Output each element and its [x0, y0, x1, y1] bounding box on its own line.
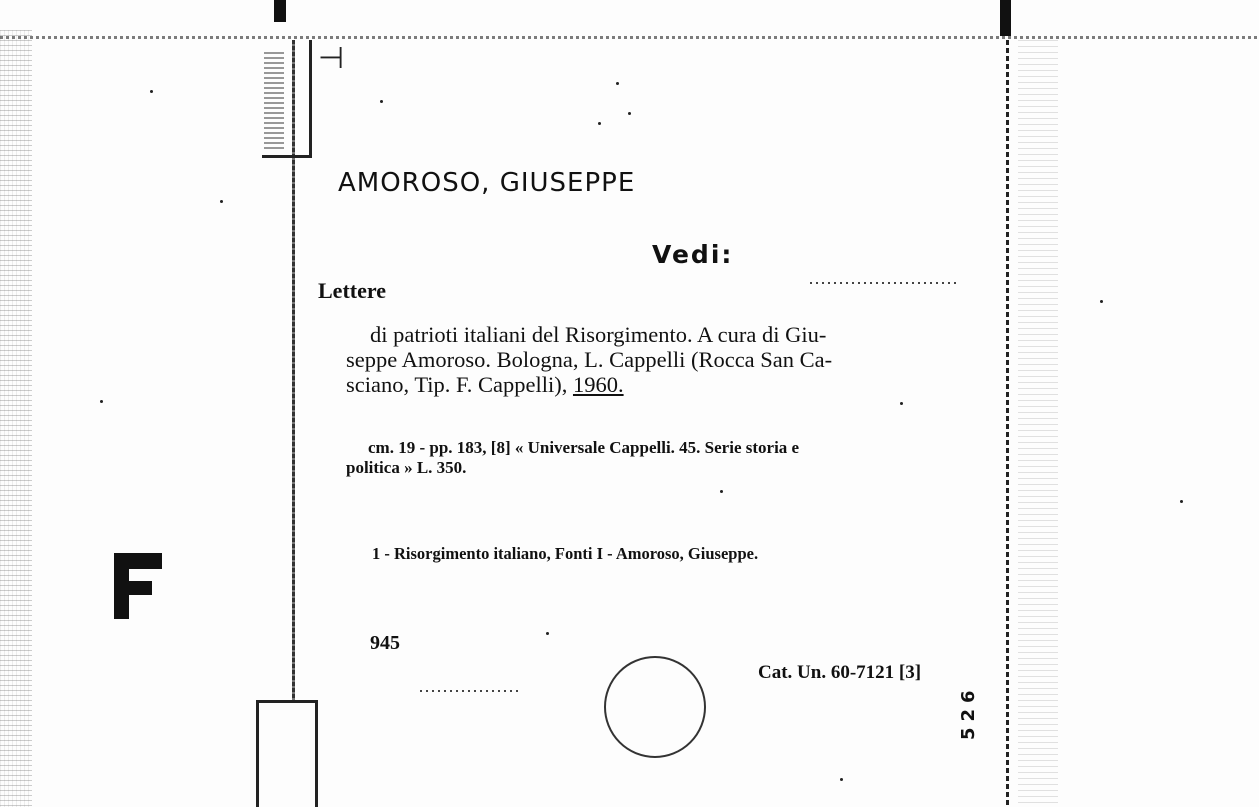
dotted-line — [810, 282, 960, 284]
side-letter-f — [114, 553, 162, 619]
speck — [616, 82, 619, 85]
top-rule — [0, 36, 1259, 39]
see-label: Vedi: — [652, 240, 734, 269]
vertical-number: 526 — [958, 684, 979, 740]
collation — [346, 438, 1006, 478]
publication-year: 1960. — [572, 372, 624, 397]
collation-line: politica » L. 350. — [346, 458, 467, 477]
description-line: seppe Amoroso. Bologna, L. Cappelli (Rocca San Ca- — [346, 347, 833, 372]
top-mark: ⊣ — [318, 41, 345, 76]
speck — [220, 200, 223, 203]
speck — [1180, 500, 1183, 503]
speck — [720, 490, 723, 493]
catalog-number: Cat. Un. 60-7121 [3] — [758, 662, 922, 683]
subject-headings: 1 - Risorgimento italiano, Fonti I - Amoroso, Giuseppe. — [372, 544, 759, 563]
speck — [598, 122, 601, 125]
dotted-line — [420, 690, 520, 692]
speck — [380, 100, 383, 103]
speck — [628, 112, 631, 115]
punch-hole-top-shading — [264, 52, 284, 150]
right-edge-noise — [1018, 40, 1058, 807]
circular-stamp — [604, 656, 706, 758]
collation-line: cm. 19 - pp. 183, [8] « Universale Cappelli. 45. Serie storia e — [368, 438, 800, 457]
entry-title: Lettere — [318, 278, 386, 303]
speck — [150, 90, 153, 93]
speck — [100, 400, 103, 403]
punch-hole-bottom — [256, 700, 318, 807]
description-line — [346, 372, 1006, 397]
card-right-border — [1006, 40, 1009, 807]
top-left-bar — [274, 0, 286, 22]
speck — [546, 632, 549, 635]
speck — [900, 402, 903, 405]
card-heading: AMOROSO, GIUSEPPE — [338, 168, 636, 198]
speck — [840, 778, 843, 781]
description-line: di patrioti italiani del Risorgimento. A cura di Giu- — [370, 322, 827, 347]
class-number: 945 — [370, 632, 400, 654]
bibliographic-description — [346, 322, 1006, 397]
speck — [1100, 300, 1103, 303]
description-line-text: sciano, Tip. F. Cappelli), — [346, 372, 573, 397]
left-edge-noise — [0, 30, 32, 807]
top-right-bar — [1000, 0, 1011, 36]
